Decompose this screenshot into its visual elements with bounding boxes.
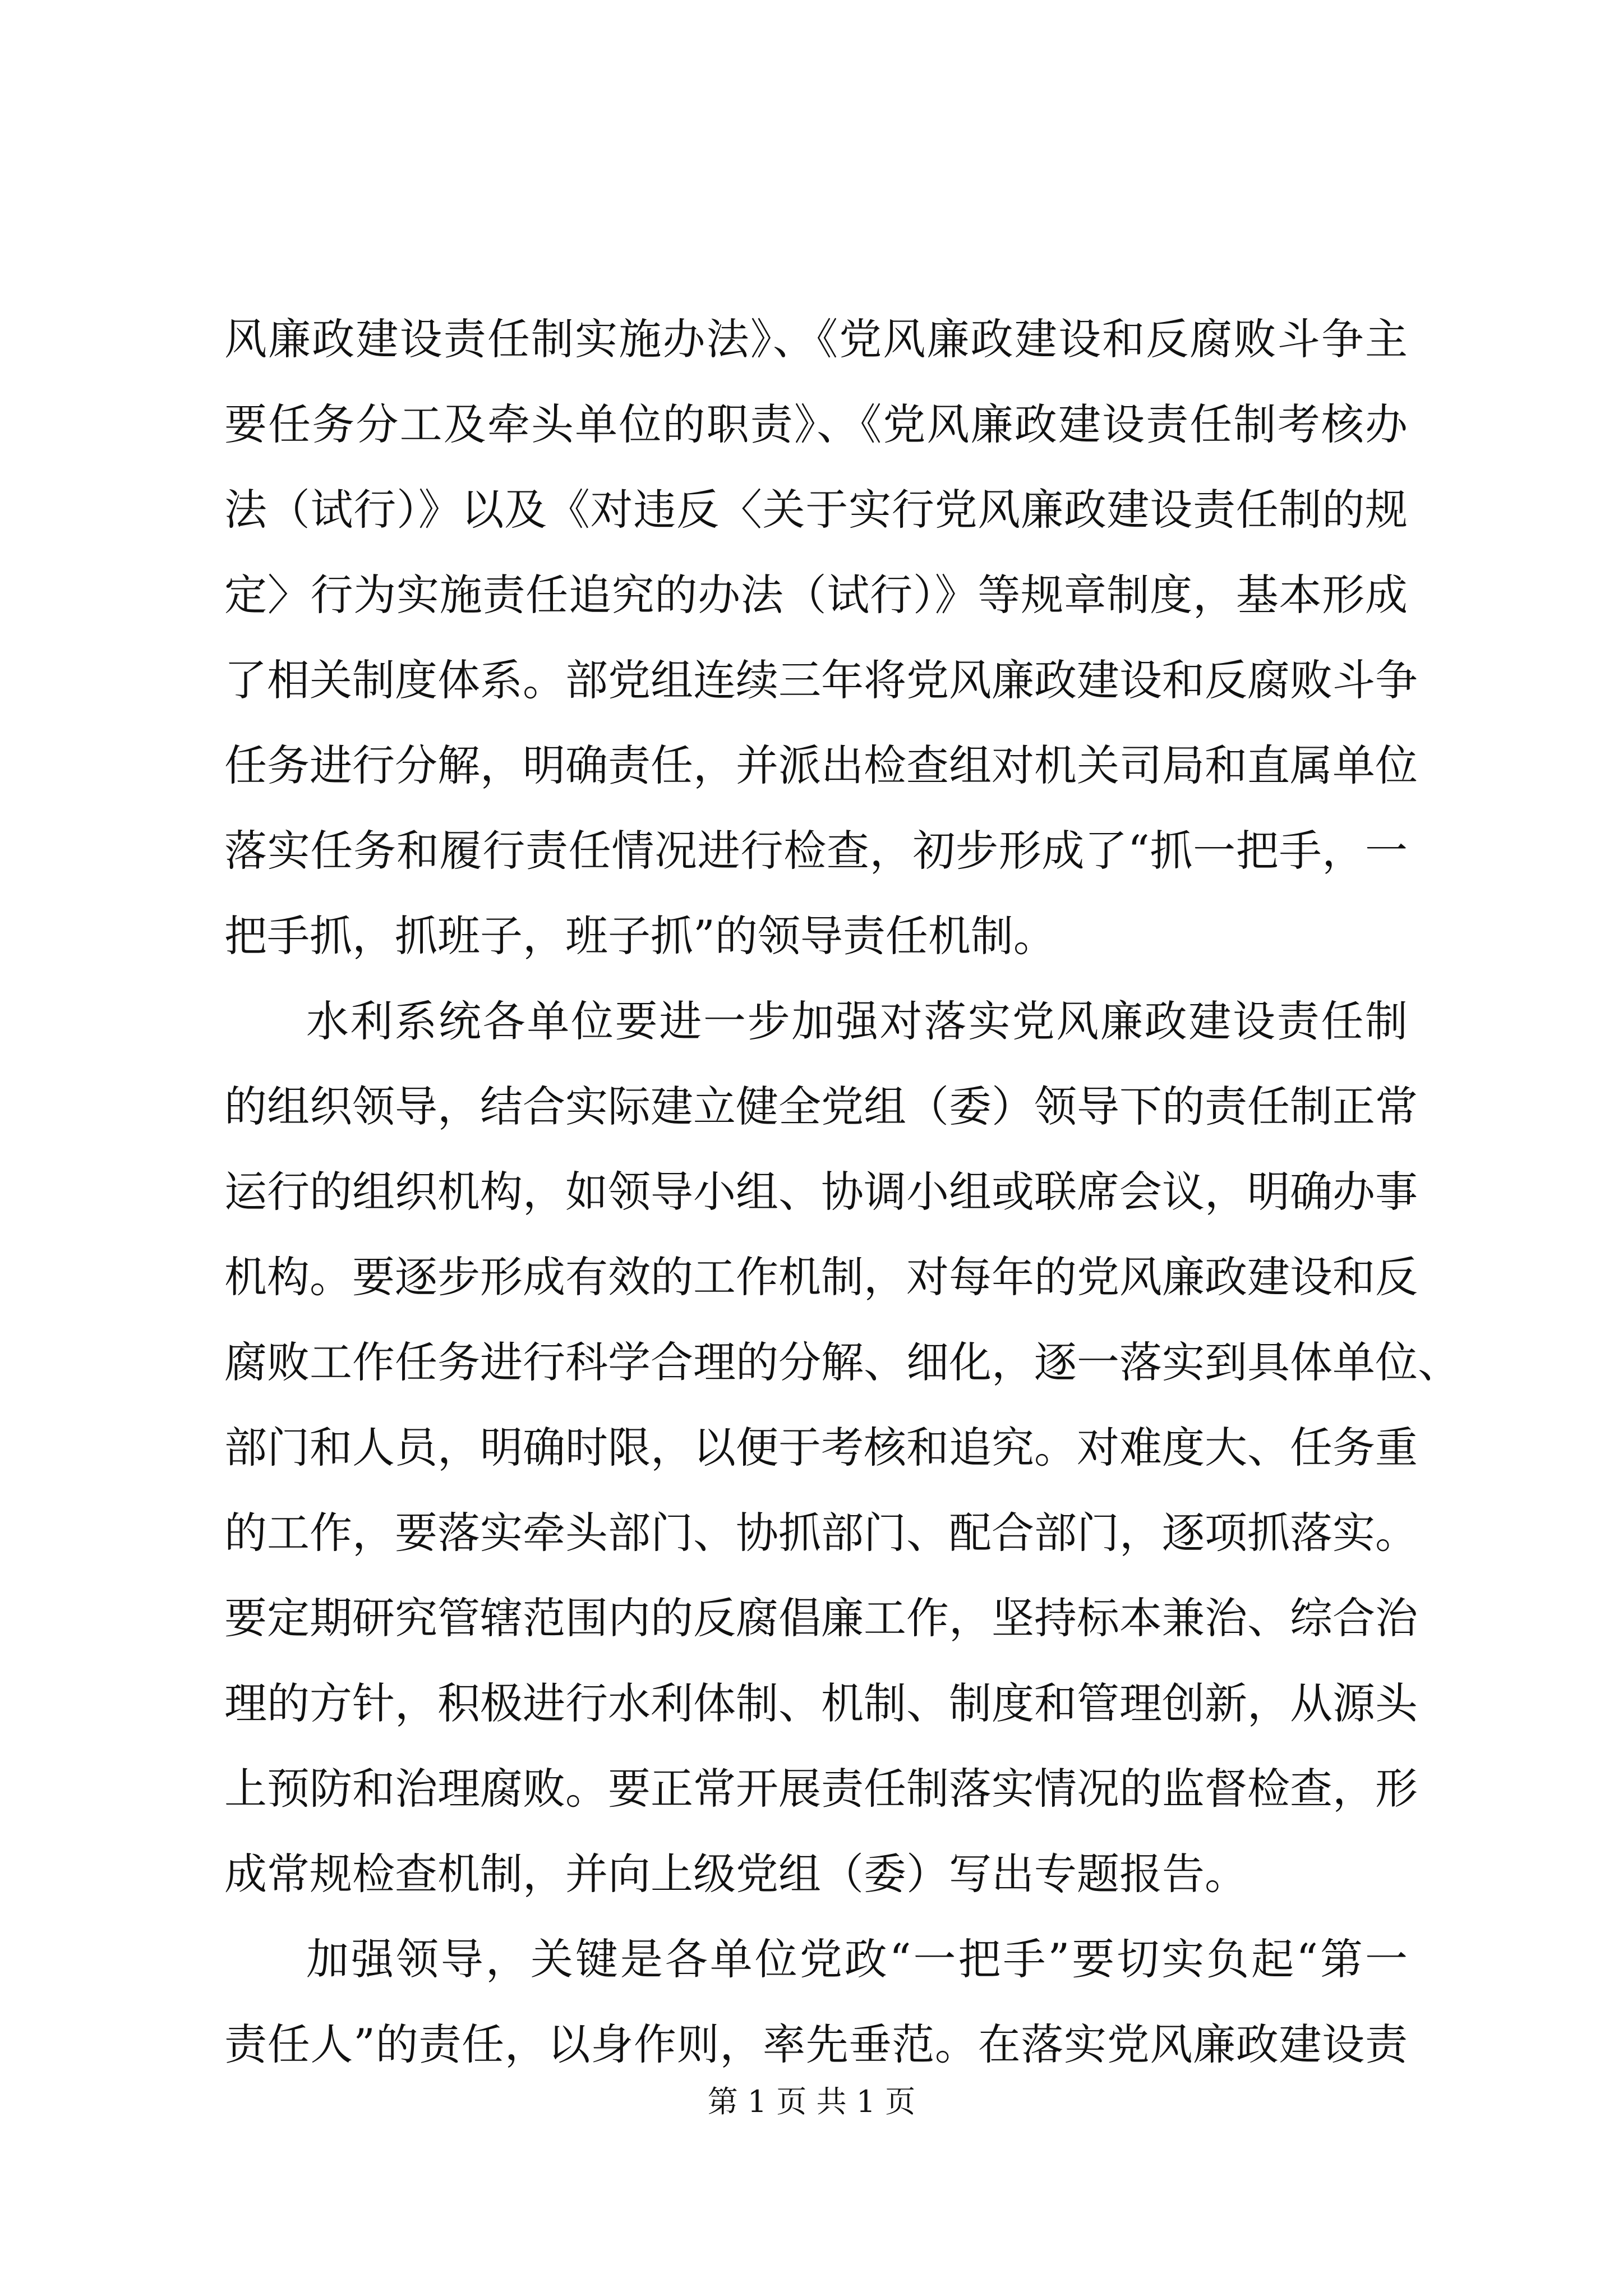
text-line: 理的方针，积极进行水利体制、机制、制度和管理创新，从源头: [224, 1678, 1418, 1728]
text-line: 要定期研究管辖范围内的反腐倡廉工作，坚持标本兼治、综合治: [224, 1593, 1418, 1643]
text-line: 责任人”的责任，以身作则，率先垂范。在落实党风廉政建设责: [224, 2019, 1408, 2069]
text-line: 成常规检查机制，并向上级党组（委）写出专题报告。: [224, 1849, 1247, 1899]
paragraph-first-line: 加强领导，关键是各单位党政“一把手”要切实负起“第一: [306, 1934, 1408, 1984]
text-line: 上预防和治理腐败。要正常开展责任制落实情况的监督检查，形: [224, 1764, 1418, 1814]
text-line: 机构。要逐步形成有效的工作机制，对每年的党风廉政建设和反: [224, 1252, 1418, 1302]
text-line: 把手抓，抓班子，班子抓”的领导责任机制。: [224, 911, 1056, 961]
text-line: 定〉行为实施责任追究的办法（试行）》等规章制度，基本形成: [224, 570, 1408, 620]
text-line: 任务进行分解，明确责任，并派出检查组对机关司局和直属单位: [224, 740, 1418, 790]
text-line: 运行的组织机构，如领导小组、协调小组或联席会议，明确办事: [224, 1167, 1418, 1217]
text-line: 落实任务和履行责任情况进行检查，初步形成了“抓一把手，一: [224, 826, 1408, 876]
text-line: 腐败工作任务进行科学合理的分解、细化，逐一落实到具体单位、: [224, 1337, 1460, 1387]
page-number-footer: 第 1 页 共 1 页: [707, 2084, 916, 2119]
text-line: 要任务分工及牵头单位的职责》、《党风廉政建设责任制考核办: [224, 399, 1408, 449]
text-line: 部门和人员，明确时限，以便于考核和追究。对难度大、任务重: [224, 1423, 1418, 1473]
paragraph-first-line: 水利系统各单位要进一步加强对落实党风廉政建设责任制: [306, 996, 1408, 1046]
text-line: 法（试行）》以及《对违反〈关于实行党风廉政建设责任制的规: [224, 485, 1408, 535]
text-line: 的组织领导，结合实际建立健全党组（委）领导下的责任制正常: [224, 1082, 1418, 1131]
text-line: 风廉政建设责任制实施办法》、《党风廉政建设和反腐败斗争主: [224, 314, 1408, 364]
text-line: 了相关制度体系。部党组连续三年将党风廉政建设和反腐败斗争: [224, 655, 1418, 705]
text-line: 的工作，要落实牵头部门、协抓部门、配合部门，逐项抓落实。: [224, 1508, 1418, 1558]
